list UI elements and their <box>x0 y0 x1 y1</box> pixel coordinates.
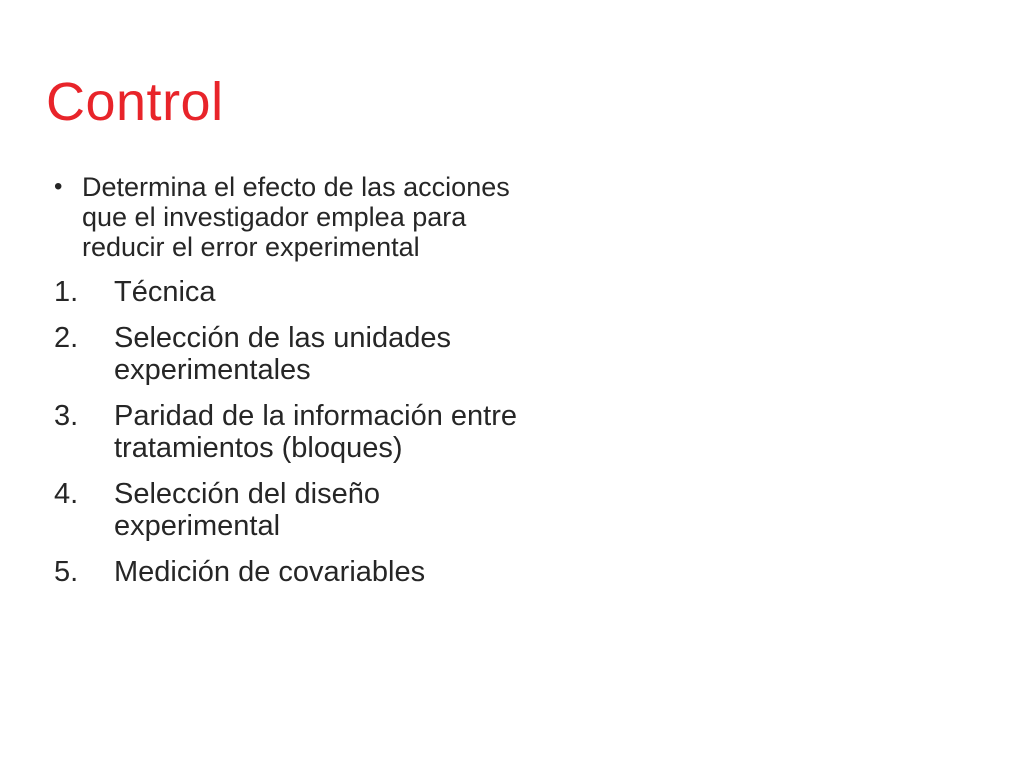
slide-content <box>54 172 524 602</box>
numbered-list <box>54 276 524 588</box>
bullet-text: Determina el efecto de las acciones que el investigador emplea para reducir el error experimental <box>82 172 510 262</box>
list-item-number: 3. <box>54 400 79 432</box>
bullet-item <box>54 172 524 262</box>
list-item-number: 1. <box>54 276 79 308</box>
list-item <box>54 556 524 588</box>
list-item-number: 2. <box>54 322 79 354</box>
list-item-text: Técnica <box>114 276 216 308</box>
bullet-marker: • <box>54 173 63 200</box>
list-item-number: 5. <box>54 556 79 588</box>
list-item <box>54 400 524 464</box>
list-item-text: Selección de las unidades experimentales <box>114 322 451 386</box>
list-item-text: Paridad de la información entre tratamientos (bloques) <box>114 400 518 464</box>
list-item-text: Selección del diseño experimental <box>114 478 381 542</box>
list-item-number: 4. <box>54 478 79 510</box>
list-item <box>54 478 524 542</box>
list-item <box>54 322 524 386</box>
list-item <box>54 276 524 308</box>
list-item-text: Medición de covariables <box>114 556 426 588</box>
slide-title: Control <box>46 72 224 132</box>
